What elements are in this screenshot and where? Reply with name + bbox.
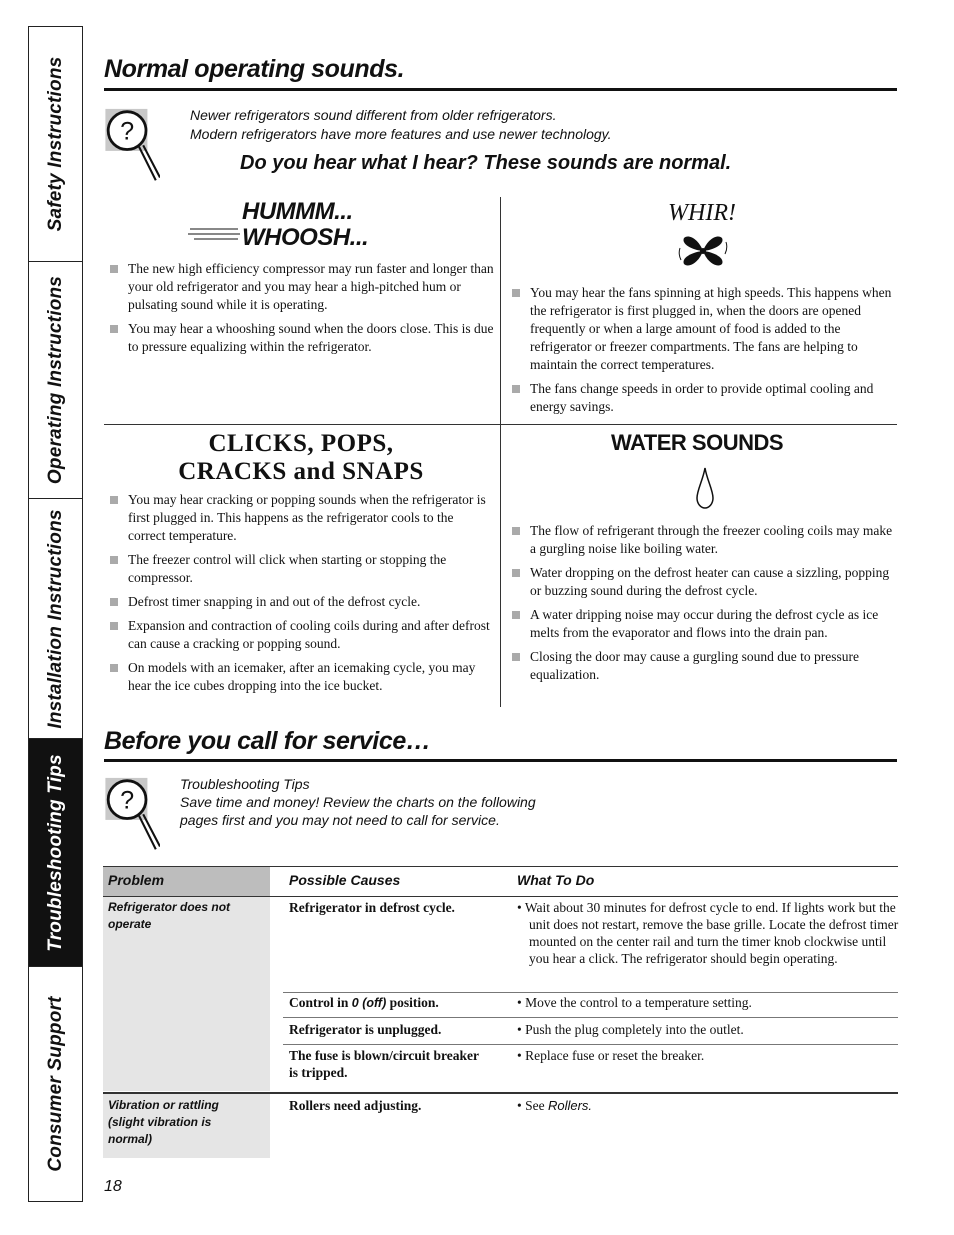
list-item: Expansion and contraction of cooling coils during and after defrost can cause a cracking or popping sound. — [108, 617, 494, 653]
list-item: The freezer control will click when starting or stopping the compressor. — [108, 551, 494, 587]
fan-icon — [678, 228, 728, 274]
page-title: Normal operating sounds. — [104, 55, 405, 83]
tab-operating-instructions[interactable]: Operating Instructions — [29, 262, 82, 499]
todo-cell — [517, 1097, 909, 1114]
cause-cell — [289, 994, 509, 1012]
hummm-heading — [242, 199, 368, 251]
list-item: On models with an icemaker, after an icemaking cycle, you may hear the ice cubes dropping into the ice bucket. — [108, 659, 494, 695]
cause-cell: The fuse is blown/circuit breaker is tripped. — [289, 1048, 479, 1080]
tab-installation-instructions[interactable]: Installation Instructions — [29, 499, 82, 739]
whoosh-title: WHOOSH... — [242, 224, 369, 251]
cause-cell: Refrigerator is unplugged. — [289, 1022, 442, 1037]
header-problem: Problem — [108, 872, 165, 888]
list-item: The fans change speeds in order to provide optimal cooling and energy savings. — [510, 380, 896, 416]
hummm-title: HUMMM... — [242, 198, 353, 225]
intro-line: Save time and money! Review the charts on the following — [180, 794, 536, 810]
problem-label: Refrigerator does not operate — [108, 900, 231, 931]
todo-cell: • Replace fuse or reset the breaker. — [517, 1048, 705, 1063]
todo-emphasis: Rollers. — [547, 1098, 593, 1113]
cause-emphasis: 0 (off) — [351, 996, 387, 1010]
clicks-heading — [104, 430, 498, 486]
water-drop-icon — [695, 466, 715, 510]
header-causes: Possible Causes — [289, 872, 401, 888]
tab-troubleshooting-tips[interactable]: Troubleshooting Tips — [29, 739, 82, 967]
problem-label: Vibration or rattling (slight vibration is normal) — [108, 1098, 219, 1146]
cause-text: position. — [386, 995, 439, 1010]
list-item: Water dropping on the defrost heater can cause a sizzling, popping or buzzing sound during the defrost cycle. — [510, 564, 896, 600]
page-number: 18 — [104, 1178, 122, 1195]
list-item: The flow of refrigerant through the freezer cooling coils may make a gurgling noise like boiling water. — [510, 522, 896, 558]
water-sounds-heading: WATER SOUNDS — [611, 430, 784, 455]
todo-cell: • Move the control to a temperature setting. — [517, 995, 752, 1010]
todo-text: • See — [517, 1098, 548, 1113]
section1-subtitle: Do you hear what I hear? These sounds are normal. — [240, 152, 732, 174]
list-item: Defrost timer snapping in and out of the defrost cycle. — [108, 593, 494, 611]
clicks-title-line: CRACKS and SNAPS — [178, 458, 424, 485]
row-rule — [283, 992, 898, 993]
list-item: A water dripping noise may occur during the defrost cycle as ice melts from the evaporator and flows into the drain pan. — [510, 606, 896, 642]
svg-text:?: ? — [120, 786, 135, 815]
section2-intro — [180, 775, 536, 829]
list-item: You may hear a whooshing sound when the doors close. This is due to pressure equalizing within the refrigerator. — [108, 320, 494, 356]
row-divider — [104, 424, 897, 425]
section2-rule — [104, 759, 897, 762]
cause-cell: Refrigerator in defrost cycle. — [289, 900, 455, 915]
row-rule — [283, 1017, 898, 1018]
intro-line: Newer refrigerators sound different from older refrigerators. — [190, 107, 557, 123]
list-item: You may hear the fans spinning at high speeds. This happens when the refrigerator is first plugged in, when the doors are opened frequently or when a large amount of food is added to the refrigerator or freezer compartments. The fans are helping to maintain the correct temperatures. — [510, 284, 896, 374]
row-rule — [283, 1044, 898, 1045]
cause-cell: Rollers need adjusting. — [289, 1098, 422, 1113]
todo-cell: • Push the plug completely into the outlet. — [517, 1022, 744, 1037]
water-list — [510, 522, 896, 690]
column-divider — [500, 197, 501, 707]
title-rule — [104, 88, 897, 91]
intro-line: Modern refrigerators have more features and use newer technology. — [190, 126, 612, 142]
list-item: The new high efficiency compressor may run faster and longer than your old refrigerator and you may hear a high-pitched hum or pulsating sound while it is operating. — [108, 260, 494, 314]
question-magnifier-icon — [104, 106, 160, 186]
tab-consumer-support[interactable]: Consumer Support — [44, 996, 66, 1172]
hummm-list — [108, 260, 494, 362]
list-item: Closing the door may cause a gurgling sound due to pressure equalization. — [510, 648, 896, 684]
list-item: You may hear cracking or popping sounds when the refrigerator is first plugged in. This happens as the refrigerator cools to the correct temperature. — [108, 491, 494, 545]
clicks-list — [108, 491, 494, 701]
clicks-title-line: CLICKS, POPS, — [208, 430, 394, 457]
section1-intro — [190, 106, 612, 144]
whir-list — [510, 284, 896, 422]
todo-cell: • Wait about 30 minutes for defrost cycle to end. If lights work but the unit does not restart, remove the base grille. Locate the defrost timer mounted on the center rail and turn the timer knob clockwise until you hear a click. The refrigerator should begin operating. — [517, 900, 899, 966]
svg-text:?: ? — [120, 117, 135, 146]
intro-line: pages first and you may not need to call for service. — [180, 812, 500, 828]
tab-safety-instructions[interactable]: Safety Instructions — [29, 27, 82, 262]
section2-title: Before you call for service… — [104, 727, 431, 755]
whoosh-lines-icon — [188, 226, 240, 242]
side-navigation — [28, 26, 83, 1202]
intro-line: Troubleshooting Tips — [180, 776, 310, 792]
question-magnifier-icon — [104, 775, 160, 855]
header-todo: What To Do — [517, 872, 595, 888]
cause-text: Control in — [289, 995, 352, 1010]
whir-heading: WHIR! — [668, 200, 736, 226]
